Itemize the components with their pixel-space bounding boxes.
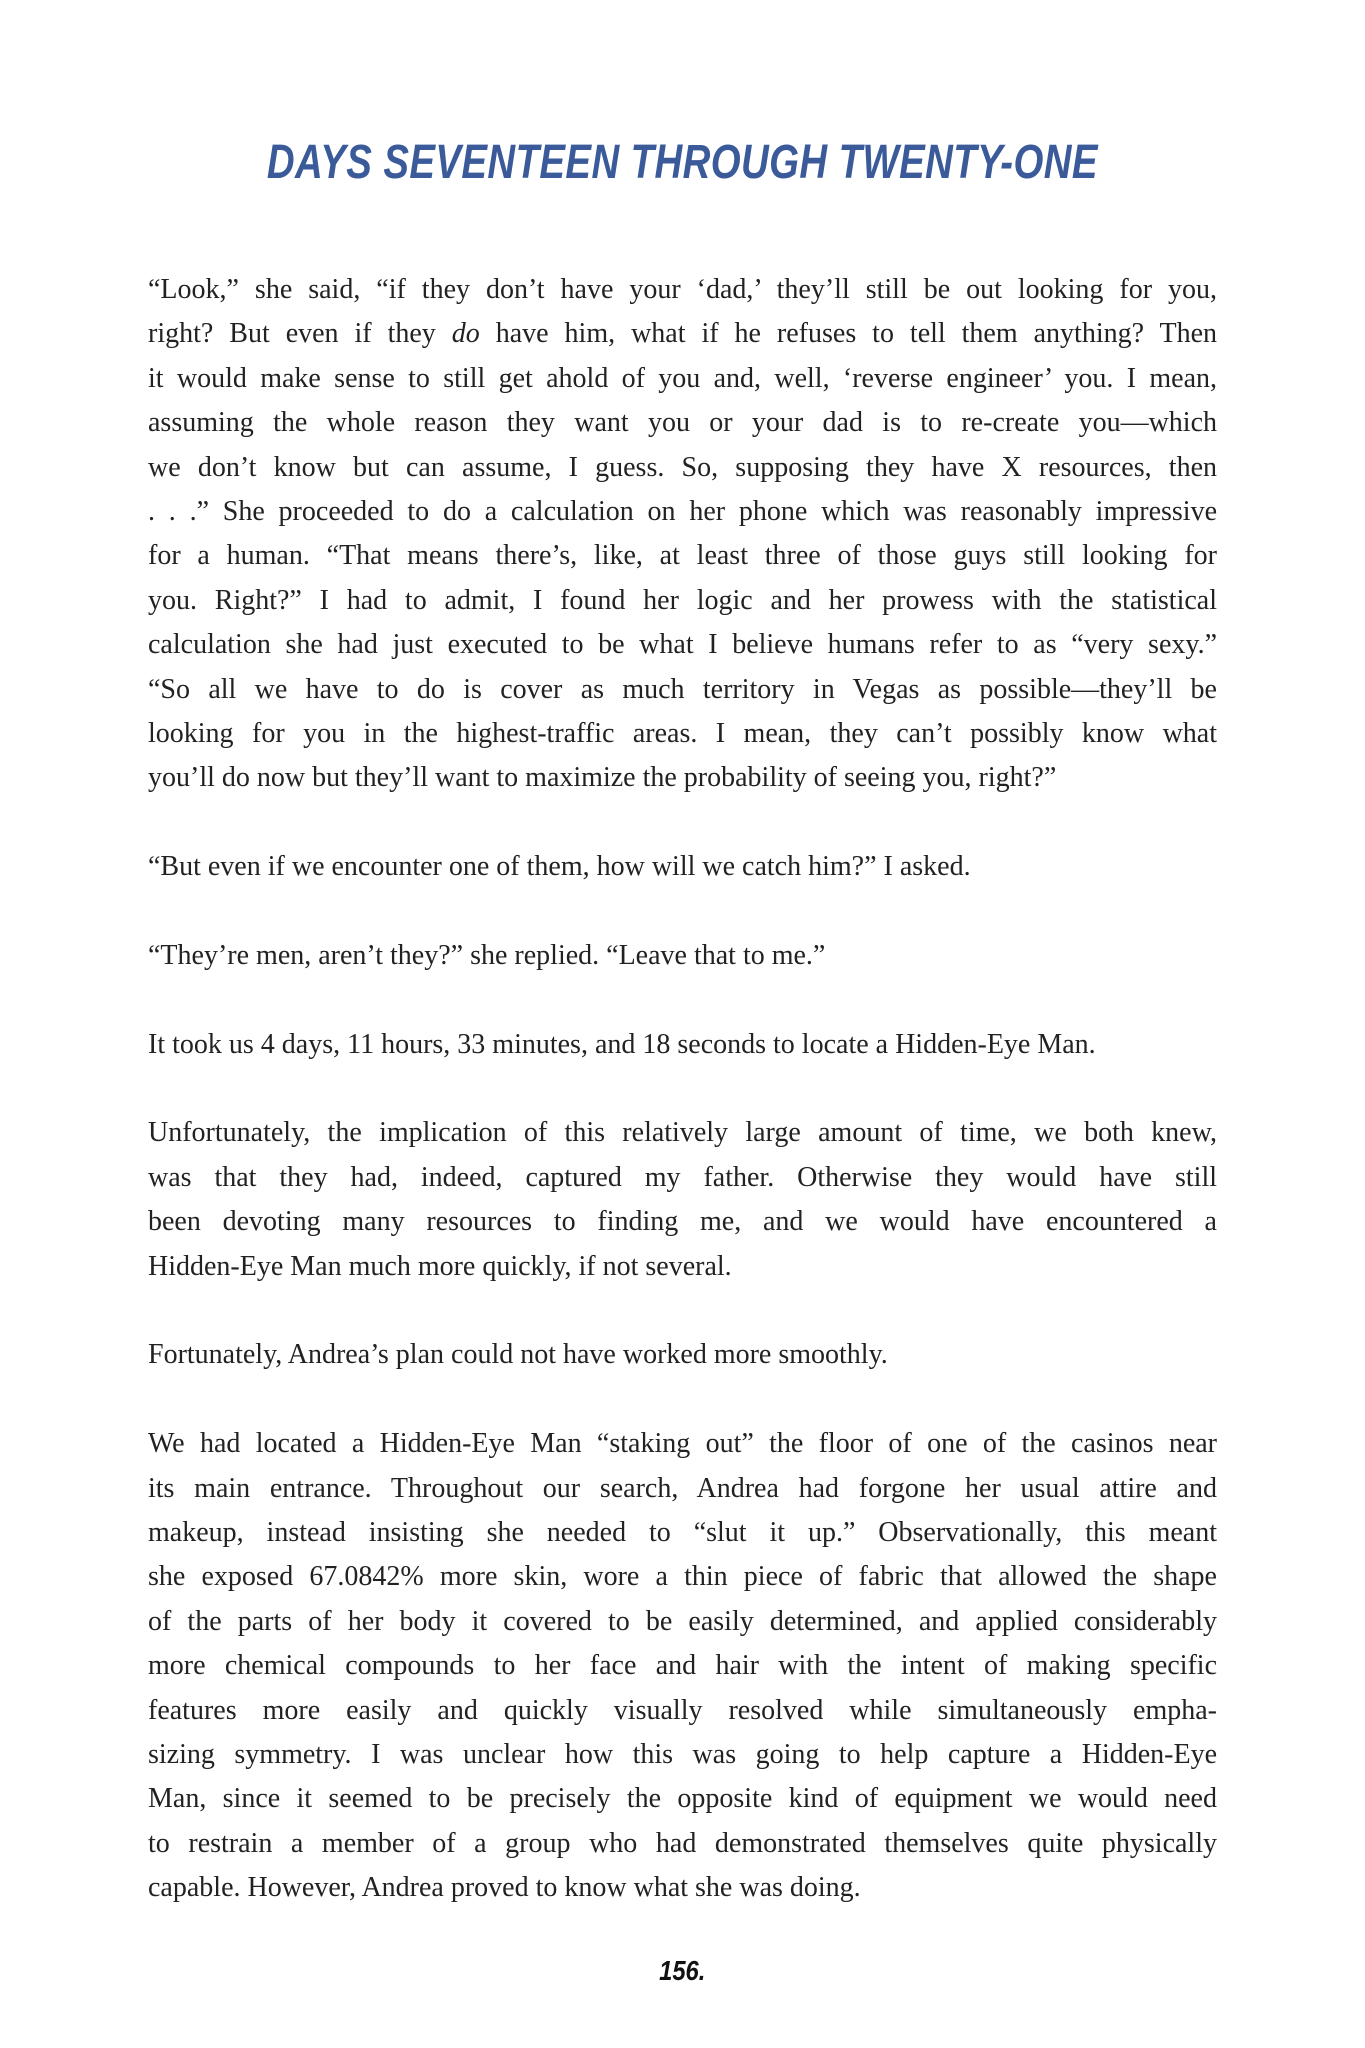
page-number-wrap — [0, 1955, 1365, 1987]
text-line: “Look,” she said, “if they don’t have your ‘dad,’ they’ll still be out looking for you, — [148, 274, 1217, 305]
text-line: Unfortunately, the implication of this relatively large amount of time, we both knew, — [148, 1117, 1217, 1149]
text-line: We had located a Hidden-Eye Man “staking out” the floor of one of the casinos near — [148, 1428, 1217, 1460]
text-line: it would make sense to still get ahold of you and, well, ‘reverse engineer’ you. I mean, — [148, 362, 1217, 394]
text-line: was that they had, indeed, captured my father. Otherwise they would have still — [148, 1161, 1217, 1193]
text-line: assuming the whole reason they want you or your dad is to re-create you—which — [148, 407, 1217, 439]
text-line: Fortunately, Andrea’s plan could not have worked more smoothly. — [148, 1339, 888, 1371]
paragraph — [148, 268, 1217, 801]
text-line: . . .” She proceeded to do a calculation on her phone which was reasonably impressive — [148, 495, 1217, 527]
paragraph — [148, 1111, 1217, 1289]
paragraph — [148, 934, 1217, 978]
text-line: of the parts of her body it covered to be easily determined, and applied considerably — [148, 1605, 1217, 1637]
text-line: calculation she had just executed to be what I believe humans refer to as “very sexy.” — [148, 629, 1217, 661]
text-line: “They’re men, aren’t they?” she replied. “Leave that to me.” — [148, 939, 826, 971]
text-line: Man, since it seemed to be precisely the opposite kind of equipment we would need — [148, 1783, 1217, 1815]
text-line: features more easily and quickly visually resolved while simultaneously empha- — [148, 1694, 1217, 1726]
body-text — [148, 268, 1217, 1955]
text-line: to restrain a member of a group who had demonstrated themselves quite physically — [148, 1827, 1217, 1859]
text-line: Hidden-Eye Man much more quickly, if not several. — [148, 1250, 732, 1282]
paragraph — [148, 1023, 1217, 1067]
page-number: 156. — [659, 1955, 706, 1986]
text-line: she exposed 67.0842% more skin, wore a thin piece of fabric that allowed the shape — [148, 1561, 1217, 1593]
text-line: It took us 4 days, 11 hours, 33 minutes, and 18 seconds to locate a Hidden-Eye Man. — [148, 1028, 1096, 1060]
paragraph — [148, 1422, 1217, 1910]
text-line: makeup, instead insisting she needed to “slut it up.” Observationally, this meant — [148, 1516, 1217, 1548]
text-line: been devoting many resources to finding me, and we would have encountered a — [148, 1206, 1217, 1238]
text-line: looking for you in the highest-traffic areas. I mean, they can’t possibly know what — [148, 717, 1217, 749]
text-line: its main entrance. Throughout our search, Andrea had forgone her usual attire and — [148, 1472, 1217, 1504]
text-line: for a human. “That means there’s, like, at least three of those guys still looking for — [148, 540, 1217, 572]
text-line: right? But even if they do have him, what if he refuses to tell them anything? Then — [148, 318, 1218, 350]
paragraph — [148, 1333, 1217, 1377]
text-line: more chemical compounds to her face and hair with the intent of making specific — [148, 1650, 1217, 1682]
text-line: “But even if we encounter one of them, how will we catch him?” I asked. — [148, 851, 971, 883]
chapter-title-wrap — [0, 135, 1365, 190]
text-line: we don’t know but can assume, I guess. So, supposing they have X resources, then — [148, 451, 1217, 483]
text-line: “So all we have to do is cover as much territory in Vegas as possible—they’ll be — [148, 673, 1217, 705]
text-line: you’ll do now but they’ll want to maximize the probability of seeing you, right?” — [148, 762, 1057, 794]
text-line: capable. However, Andrea proved to know what she was doing. — [148, 1872, 861, 1904]
chapter-title: DAYS SEVENTEEN THROUGH TWENTY-ONE — [266, 136, 1099, 189]
text-line: sizing symmetry. I was unclear how this was going to help capture a Hidden-Eye — [148, 1738, 1217, 1770]
text-line: you. Right?” I had to admit, I found her logic and her prowess with the statistical — [148, 584, 1217, 616]
paragraph — [148, 845, 1217, 889]
